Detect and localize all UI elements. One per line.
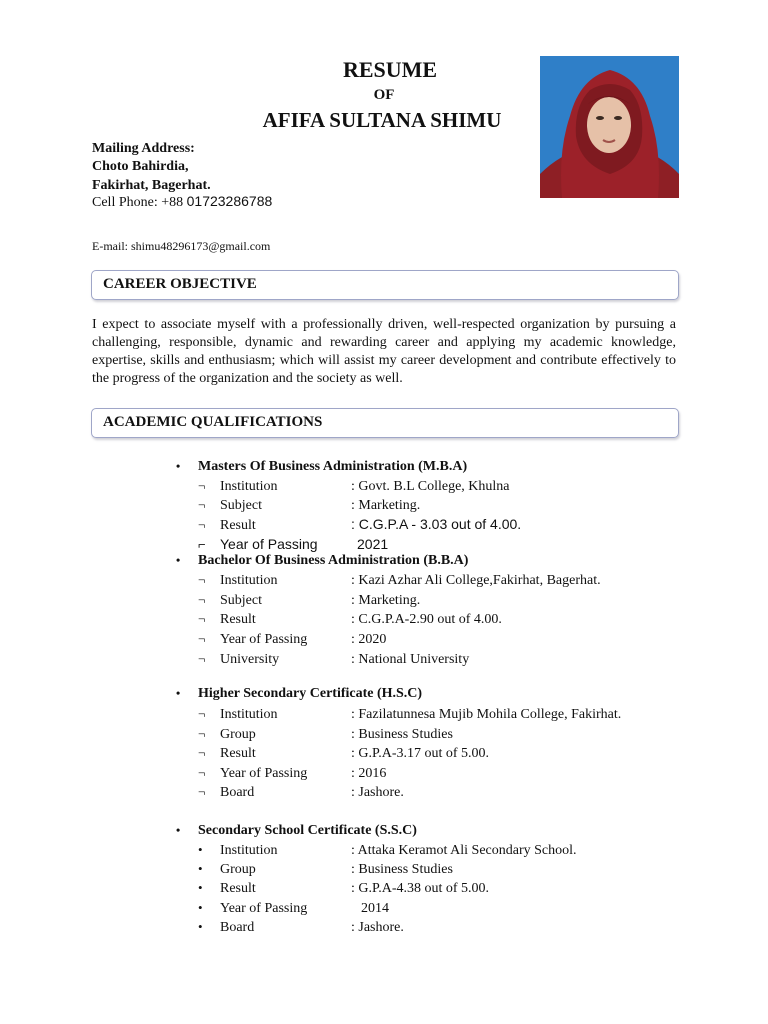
detail-value: : Marketing. — [351, 593, 421, 608]
bullet-icon: • — [176, 823, 181, 837]
detail-value: : Business Studies — [351, 727, 453, 742]
bullet-icon: • — [198, 861, 203, 876]
resume-title: RESUME — [342, 57, 438, 82]
degree-detail-row — [198, 880, 678, 897]
detail-label: Institution — [220, 479, 278, 494]
arrow-bullet-icon: ¬ — [198, 706, 206, 721]
degree-detail-row — [198, 745, 678, 762]
detail-value: : G.P.A-3.17 out of 5.00. — [351, 746, 490, 761]
degree-title-text: Higher Secondary Certificate (H.S.C) — [198, 686, 423, 701]
bullet-icon: • — [176, 459, 181, 473]
detail-label: Institution — [220, 843, 278, 858]
arrow-bullet-icon: ¬ — [198, 611, 206, 626]
degree-detail-row — [198, 611, 678, 628]
address-line-2: Fakirhat, Bagerhat. — [92, 178, 211, 193]
academic-qualifications-heading-text: ACADEMIC QUALIFICATIONS — [103, 414, 323, 430]
arrow-bullet-icon: ¬ — [198, 517, 206, 532]
detail-label: Institution — [220, 573, 278, 588]
bullet-icon: • — [176, 686, 181, 700]
bullet-icon: • — [198, 842, 203, 857]
detail-value: : C.G.P.A-2.90 out of 4.00. — [351, 612, 502, 627]
degree-title — [176, 686, 422, 702]
cell-phone — [92, 193, 272, 211]
degree-detail-row — [198, 861, 678, 878]
detail-label: Institution — [220, 707, 278, 722]
detail-value: : Attaka Keramot Ali Secondary School. — [351, 843, 577, 858]
address-line-1: Choto Bahirdia, — [92, 159, 189, 174]
detail-value: : Govt. B.L College, Khulna — [351, 479, 510, 494]
degree-detail-row — [198, 900, 678, 917]
degree-detail-row — [198, 919, 678, 936]
career-objective-paragraph: I expect to associate myself with a professionally driven, well-respected organization by pursuing a challenging, responsible, dynamic and rewarding career and applying my academic knowledge, expertise, skills and enthusiasm; which will assist my career development and contribute effectively to the progress of the organization and the society as well. — [92, 317, 676, 386]
candidate-name: AFIFA SULTANA SHIMU — [262, 108, 502, 132]
degree-detail-row — [198, 726, 678, 743]
resume-of: OF — [373, 87, 395, 103]
degree-title-text: Bachelor Of Business Administration (B.B.A) — [198, 553, 469, 568]
degree-detail-row — [198, 706, 678, 723]
mailing-address-label: Mailing Address: — [92, 141, 195, 156]
detail-value: : Fazilatunnesa Mujib Mohila College, Fakirhat. — [351, 707, 622, 722]
cell-phone-number: 01723286788 — [186, 193, 273, 209]
detail-label: Group — [220, 727, 256, 742]
career-objective-text — [92, 316, 676, 388]
academic-qualifications-heading — [91, 408, 679, 438]
degree-detail-row — [198, 497, 678, 514]
detail-value: : Kazi Azhar Ali College,Fakirhat, Bagerhat. — [351, 573, 601, 588]
detail-label: Year of Passing — [220, 632, 308, 647]
profile-photo — [540, 56, 679, 198]
arrow-bullet-icon: ¬ — [198, 592, 206, 607]
detail-value: : Jashore. — [351, 920, 404, 935]
arrow-bullet-icon: ¬ — [198, 497, 206, 512]
detail-value: : National University — [351, 652, 470, 667]
detail-label: Year of Passing — [220, 536, 318, 552]
arrow-bullet-icon: ¬ — [198, 478, 206, 493]
detail-label: Result — [220, 881, 256, 896]
career-objective-heading — [91, 270, 679, 300]
degree-detail-row — [198, 572, 678, 589]
email: E-mail: shimu48296173@gmail.com — [92, 239, 271, 253]
arrow-bullet-icon: ⌐ — [198, 537, 206, 552]
degree-title — [176, 823, 417, 839]
detail-label: Group — [220, 862, 256, 877]
degree-title — [176, 459, 467, 475]
degree-detail-row — [198, 651, 678, 668]
detail-value: 2014 — [361, 901, 389, 916]
arrow-bullet-icon: ¬ — [198, 726, 206, 741]
bullet-icon: • — [198, 880, 203, 895]
career-objective-heading-text: CAREER OBJECTIVE — [103, 276, 257, 292]
degree-detail-row — [198, 842, 678, 859]
degree-title-text: Secondary School Certificate (S.S.C) — [198, 823, 417, 838]
detail-label: Board — [220, 785, 255, 800]
arrow-bullet-icon: ¬ — [198, 784, 206, 799]
degree-detail-row — [198, 516, 678, 534]
degree-title — [176, 553, 468, 569]
detail-label: Result — [220, 746, 256, 761]
cell-phone-label: Cell Phone: +88 — [92, 195, 184, 210]
detail-value: : G.P.A-4.38 out of 5.00. — [351, 881, 490, 896]
degree-detail-row — [198, 478, 678, 495]
detail-label: Result — [220, 518, 256, 533]
detail-value: : Jashore. — [351, 785, 404, 800]
arrow-bullet-icon: ¬ — [198, 631, 206, 646]
detail-value: : Business Studies — [351, 862, 453, 877]
arrow-bullet-icon: ¬ — [198, 572, 206, 587]
detail-label: Subject — [220, 593, 262, 608]
bullet-icon: • — [176, 553, 181, 567]
arrow-bullet-icon: ¬ — [198, 651, 206, 666]
detail-value: : 2020 — [351, 632, 387, 647]
degree-detail-row — [198, 592, 678, 609]
bullet-icon: • — [198, 919, 203, 934]
bullet-icon: • — [198, 900, 203, 915]
detail-label: Board — [220, 920, 255, 935]
arrow-bullet-icon: ¬ — [198, 765, 206, 780]
degree-detail-row — [198, 536, 678, 552]
degree-detail-row — [198, 765, 678, 782]
detail-label: Subject — [220, 498, 262, 513]
detail-value: 2021 — [357, 536, 389, 552]
degree-detail-row — [198, 631, 678, 648]
arrow-bullet-icon: ¬ — [198, 745, 206, 760]
detail-value: : C.G.P.A - 3.03 out of 4.00. — [351, 516, 522, 532]
degree-detail-row — [198, 784, 678, 801]
detail-value: : 2016 — [351, 766, 387, 781]
detail-label: Result — [220, 612, 256, 627]
detail-value: : Marketing. — [351, 498, 421, 513]
detail-label: Year of Passing — [220, 766, 308, 781]
detail-label: Year of Passing — [220, 901, 308, 916]
degree-title-text: Masters Of Business Administration (M.B.A) — [198, 459, 468, 474]
detail-label: University — [220, 652, 280, 667]
